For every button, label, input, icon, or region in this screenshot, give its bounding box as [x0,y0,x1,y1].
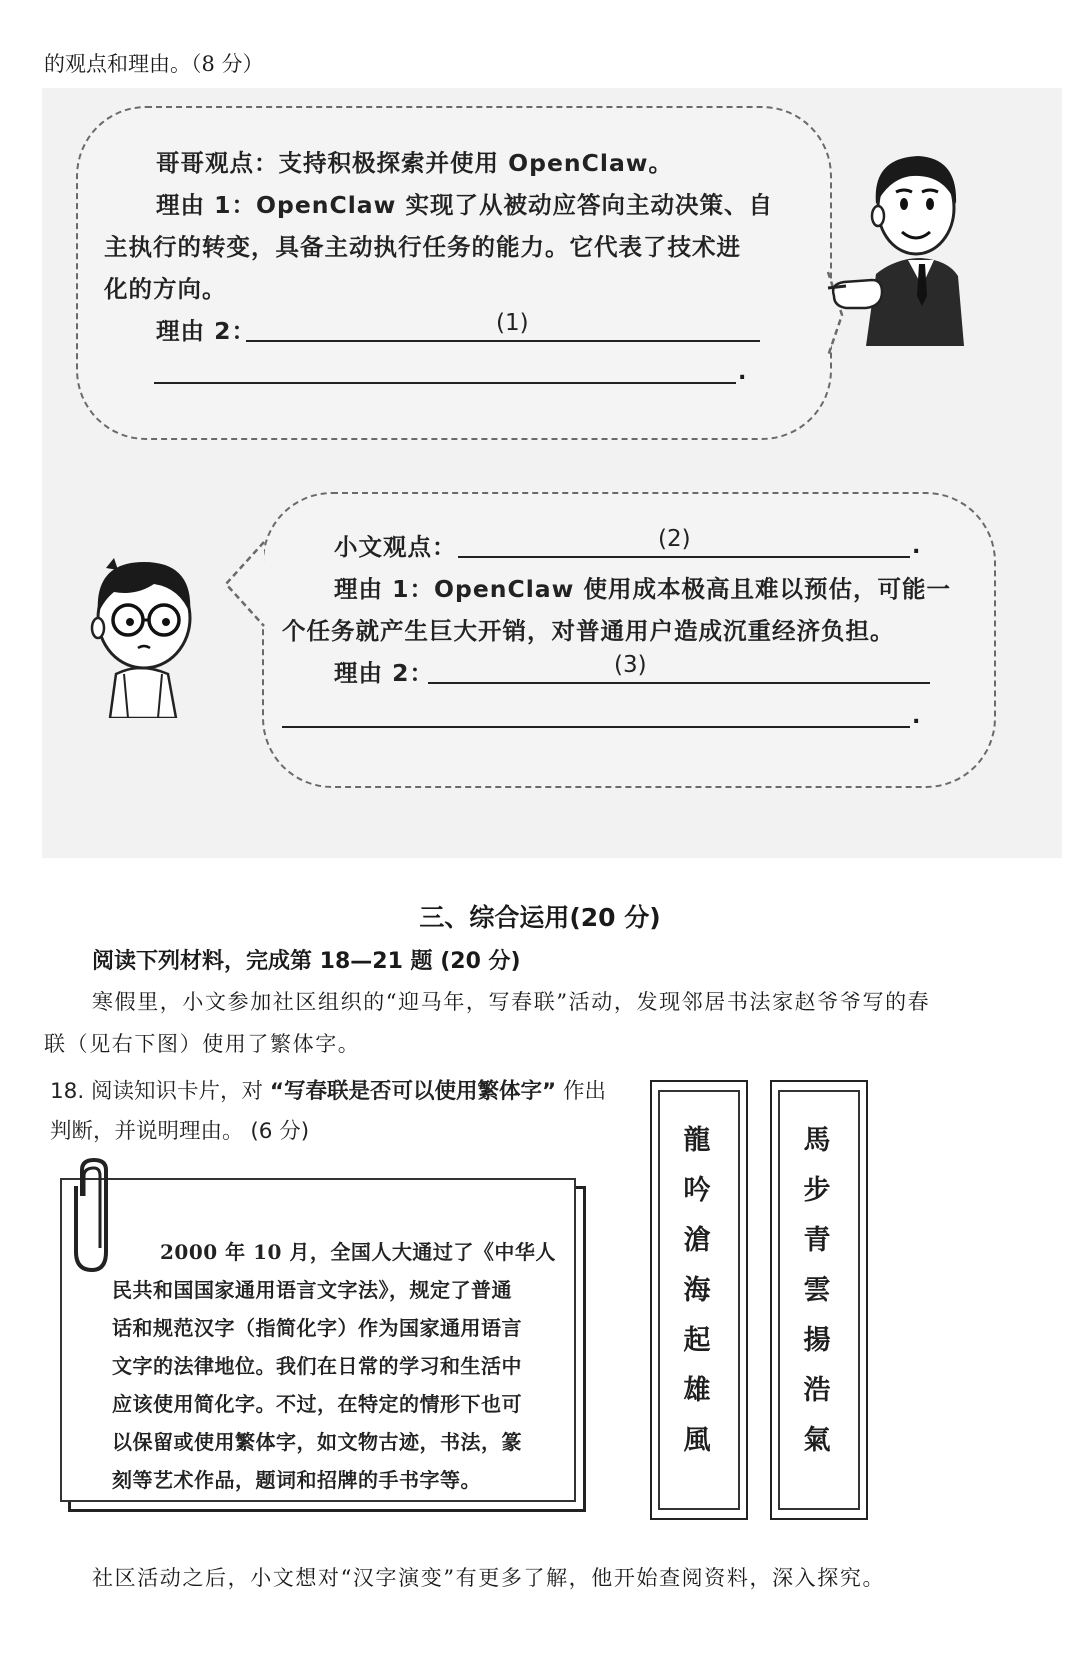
answer-blank-line [428,682,930,684]
bubble-tail-left [222,540,268,630]
xiaowen-reason1-line: 个任务就产生巨大开销，对普通用户造成沉重经济负担。 [282,617,895,645]
couplet-left-text: 龍 吟 滄 海 起 雄 風 [683,1125,711,1456]
xiaowen-figure-icon [84,548,204,718]
question-tail-text: 的观点和理由。（8 分） [44,52,264,76]
brother-reason1-line: 主执行的转变，具备主动执行任务的能力。它代表了技术进 [104,233,741,261]
end-period: . [912,534,921,559]
answer-blank-line [458,556,910,558]
card-text-line: 应该使用简化字。不过，在特定的情形下也可 [112,1392,522,1416]
question-number: 18. [50,1079,85,1104]
xiaowen-reason2-label: 理由 2： [334,659,435,687]
blank-number-3: (3) [614,652,647,678]
card-text-line: 民共和国国家通用语言文字法》，规定了普通 [112,1278,512,1302]
answer-blank-line [246,340,760,342]
section-title: 三、综合运用(20 分) [419,903,661,932]
brother-figure-icon [826,146,966,346]
question-18-line1 [50,1074,606,1105]
card-text-line: 话和规范汉字（指简化字）作为国家通用语言 [112,1316,522,1340]
xiaowen-viewpoint-label: 小文观点： [334,533,457,561]
answer-blank-line [154,382,736,384]
paperclip-icon [66,1156,122,1276]
card-text-line: 2000 年 10 月，全国人大通过了《中华人 [160,1240,556,1264]
question-18-line2: 判断，并说明理由。 (6 分) [50,1119,310,1144]
end-period: . [912,704,921,729]
question-text: 阅读知识卡片，对 [91,1079,264,1104]
card-text-line: 文字的法律地位。我们在日常的学习和生活中 [112,1354,522,1378]
brother-reason1-line: 理由 1：OpenClaw 实现了从被动应答向主动决策、自 [156,191,774,219]
blank-number-2: (2) [658,526,691,552]
closing-paragraph: 社区活动之后，小文想对“汉字演变”有更多了解，他开始查阅资料，深入探究。 [92,1566,886,1590]
couplet-right-text: 馬 步 青 雲 揚 浩 氣 [803,1125,831,1456]
question-text: 作出 [563,1079,607,1104]
answer-blank-line [282,726,910,728]
intro-paragraph-line: 联（见右下图）使用了繁体字。 [44,1032,361,1056]
brother-reason1-line: 化的方向。 [104,275,227,303]
blank-number-1: (1) [496,310,529,336]
brother-viewpoint: 哥哥观点：支持积极探索并使用 OpenClaw。 [156,149,674,177]
question-quoted-topic: “写春联是否可以使用繁体字” [269,1079,557,1104]
section-subheading: 阅读下列材料，完成第 18—21 题 (20 分) [92,949,521,974]
card-text-line: 刻等艺术作品，题词和招牌的手书字等。 [112,1468,481,1492]
card-text-line: 以保留或使用繁体字，如文物古迹，书法，篆 [112,1430,522,1454]
brother-reason2-label: 理由 2： [156,317,257,345]
intro-paragraph-line: 寒假里，小文参加社区组织的“迎马年，写春联”活动，发现邻居书法家赵爷爷写的春 [92,990,931,1014]
end-period: . [738,360,747,385]
xiaowen-reason1-line: 理由 1：OpenClaw 使用成本极高且难以预估，可能一 [334,575,952,603]
